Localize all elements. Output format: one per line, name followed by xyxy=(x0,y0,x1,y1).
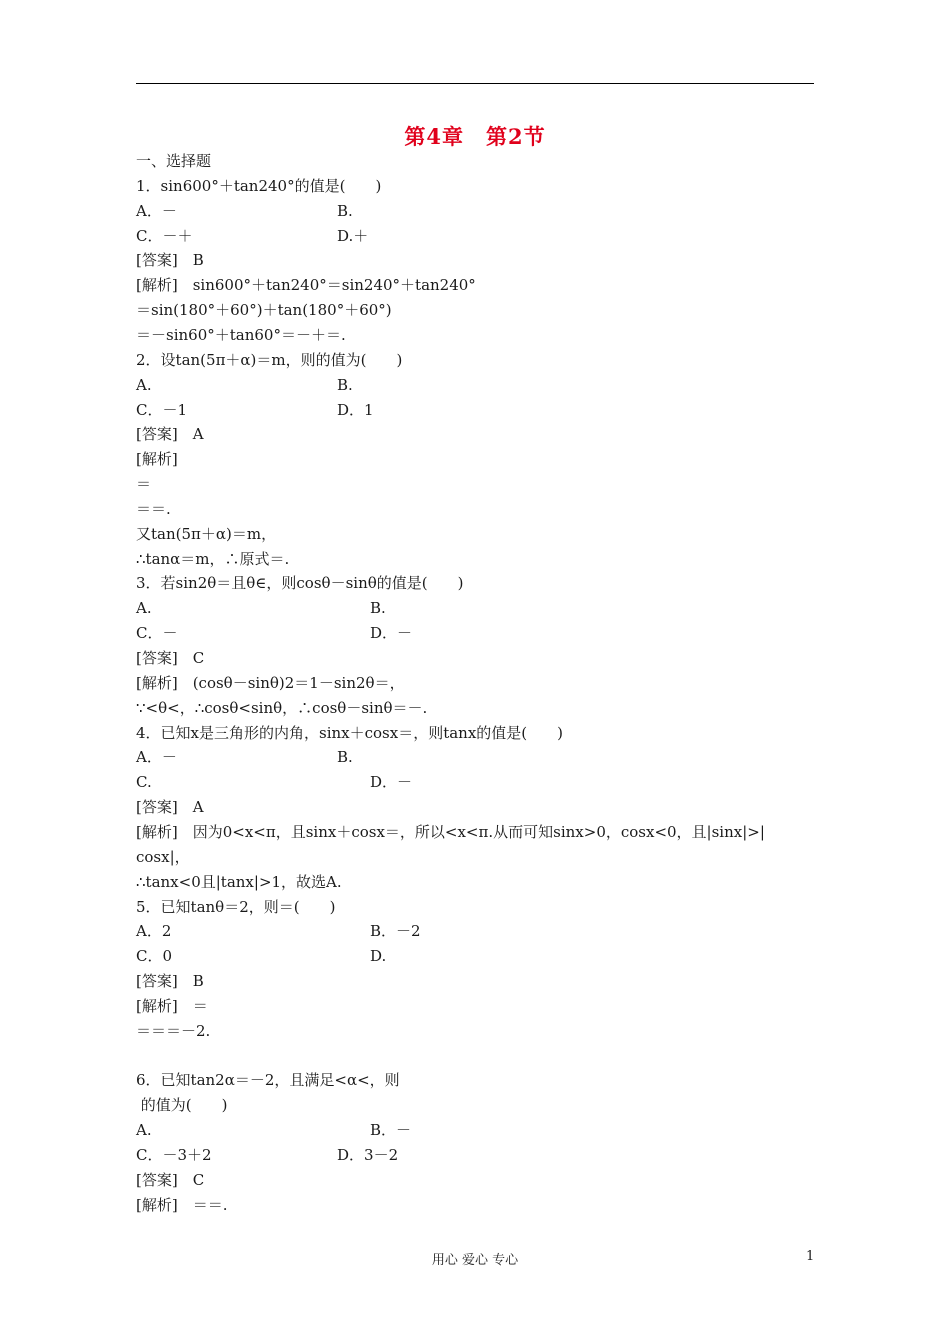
text-line: ∴tanx<0且|tanx|>1，故选A. xyxy=(136,872,342,891)
text-line: A. xyxy=(136,375,152,394)
text-line: [解析] ＝＝. xyxy=(136,1195,228,1214)
text-line: [答案] C xyxy=(136,649,205,667)
text-line: [答案] A xyxy=(136,425,204,444)
option-right-column: D.＋ xyxy=(337,226,369,245)
option-right-column: B. xyxy=(370,599,386,618)
option-right-column: B．－2 xyxy=(370,922,421,941)
option-right-column: D. xyxy=(370,947,387,966)
text-line: 2．设tan(5π＋α)＝m，则的值为( ) xyxy=(136,350,403,369)
text-line: C．－＋ xyxy=(136,226,193,245)
text-line: ＝－sin60°＋tan60°＝－＋＝. xyxy=(136,325,346,344)
option-right-column: D．3－2 xyxy=(337,1146,399,1164)
text-line: [答案] A xyxy=(136,798,204,817)
text-line: 4．已知x是三角形的内角，sinx＋cosx＝，则tanx的值是( ) xyxy=(136,723,564,742)
text-line: A．－ xyxy=(136,201,177,220)
text-line: C．－1 xyxy=(136,400,188,419)
text-line: [解析] xyxy=(136,450,178,469)
text-line: 的值为( ) xyxy=(136,1096,228,1115)
text-line: 6．已知tan2α＝－2，且满足<α<，则 xyxy=(136,1071,400,1090)
text-line: [解析] ＝ xyxy=(136,996,208,1015)
option-right-column: B. xyxy=(337,375,353,394)
option-right-column: D．－ xyxy=(370,773,413,792)
text-line: A．－ xyxy=(136,748,177,767)
text-line: ＝＝. xyxy=(136,499,171,518)
page-number: 1 xyxy=(806,1249,815,1264)
option-right-column: B．－ xyxy=(370,1121,412,1140)
text-line: [答案] B xyxy=(136,972,204,991)
text-line: C．－3＋2 xyxy=(136,1146,212,1164)
header-rule xyxy=(136,83,814,84)
text-line: C．－ xyxy=(136,624,178,643)
text-line: 1．sin600°＋tan240°的值是( ) xyxy=(136,176,382,195)
text-line: A. xyxy=(136,599,152,618)
text-line: C．0 xyxy=(136,947,173,966)
text-line: [答案] B xyxy=(136,251,204,270)
page-title: 第4章 第2节 xyxy=(404,124,546,149)
text-line: cosx|， xyxy=(136,847,190,866)
text-line: ＝sin(180°＋60°)＋tan(180°＋60°) xyxy=(136,301,392,320)
text-line: ＝ xyxy=(136,475,152,494)
footer-text: 用心 爱心 专心 xyxy=(431,1253,519,1268)
text-line: A．2 xyxy=(136,922,172,941)
text-line: 5．已知tanθ＝2，则＝( ) xyxy=(136,897,336,916)
text-line: ∴tanα＝m，∴原式＝. xyxy=(136,549,290,568)
section-heading: 一、选择题 xyxy=(136,152,212,170)
text-line: A. xyxy=(136,1121,152,1140)
text-line: [解析] sin600°＋tan240°＝sin240°＋tan240° xyxy=(136,276,476,295)
text-line: [解析] 因为0<x<π，且sinx＋cosx＝，所以<x<π.从而可知sinx>0，cosx<0，且|sinx|>| xyxy=(136,822,765,841)
option-right-column: B. xyxy=(337,748,353,767)
option-right-column: D．1 xyxy=(337,400,374,419)
text-line: [解析] (cosθ－sinθ)2＝1－sin2θ＝， xyxy=(136,673,405,692)
text-line: ＝＝＝－2. xyxy=(136,1021,211,1040)
option-right-column: D．－ xyxy=(370,624,413,643)
text-line: [答案] C xyxy=(136,1170,205,1189)
text-line: 又tan(5π＋α)＝m， xyxy=(136,524,277,543)
text-line: ∵<θ<，∴cosθ<sinθ，∴cosθ－sinθ＝－. xyxy=(136,698,428,717)
text-line: 3．若sin2θ＝且θ∈，则cosθ－sinθ的值是( ) xyxy=(136,574,464,593)
option-right-column: B. xyxy=(337,201,353,220)
text-line: C. xyxy=(136,773,152,792)
